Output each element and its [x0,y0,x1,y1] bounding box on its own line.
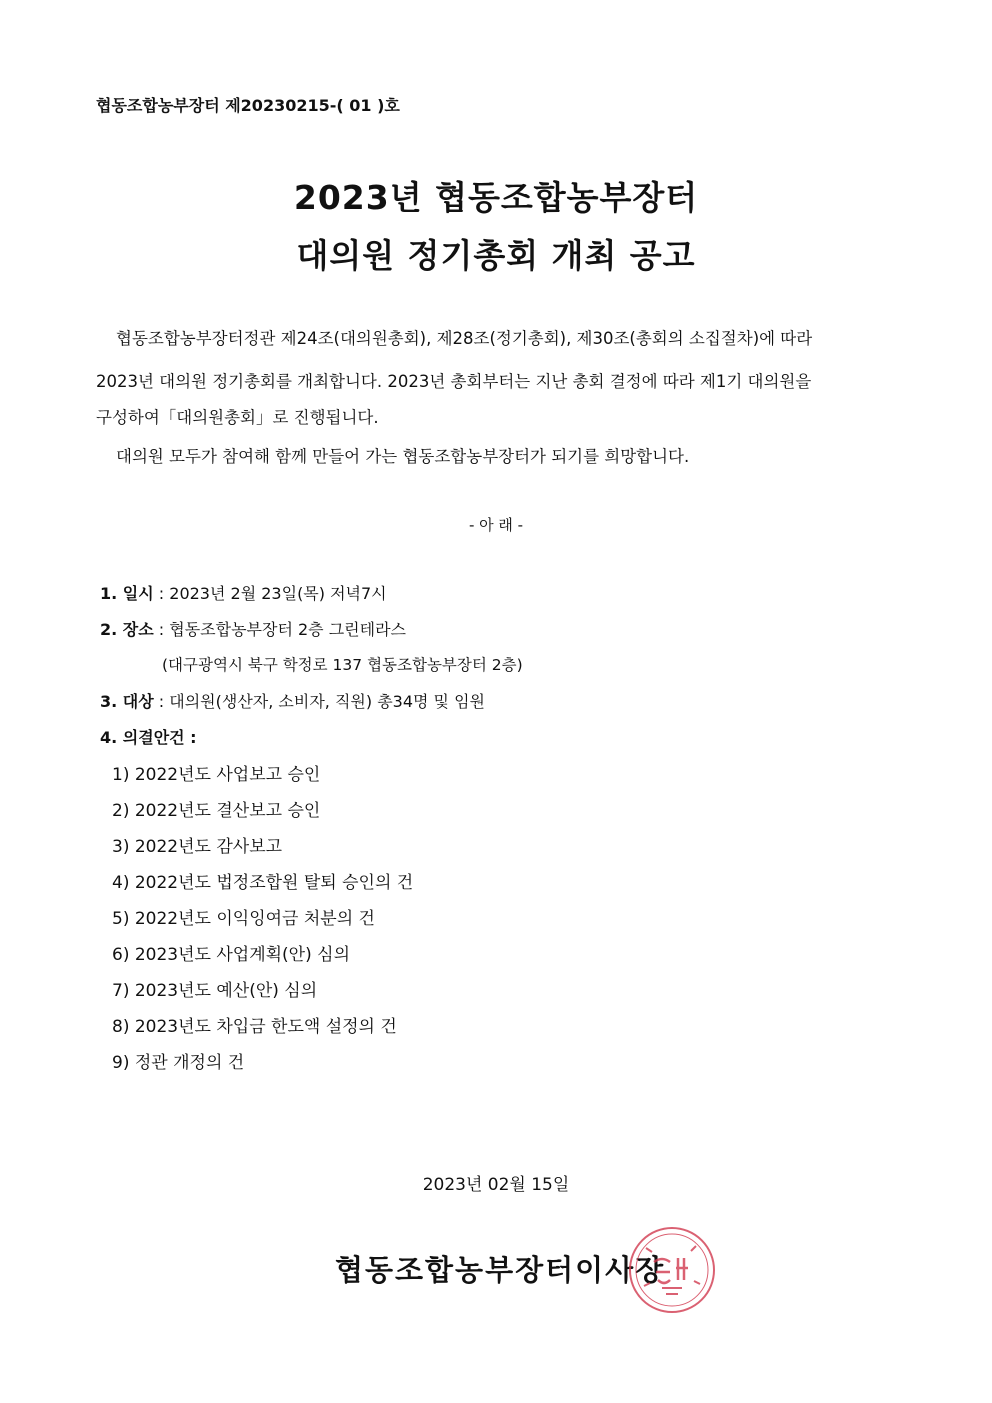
title-line-2: 대의원 정기총회 개최 공고 [296,236,696,275]
agenda-item: 1) 2022년도 사업보고 승인 [112,765,321,785]
agenda-item: 5) 2022년도 이익잉여금 처분의 건 [112,909,375,929]
item-datetime-value: : 2023년 2월 23일(목) 저녁7시 [153,584,387,603]
item-target [100,689,485,712]
item-agenda-heading [100,725,197,748]
item-place-label: 2. 장소 [100,620,154,639]
item-place [100,617,406,640]
notice-heading: - 아 래 - [468,516,524,534]
agenda-item: 9) 정관 개정의 건 [112,1053,245,1073]
item-datetime [100,581,387,604]
item-target-value: : 대의원(생산자, 소비자, 직원) 총34명 및 임원 [153,692,486,711]
item-place-address: (대구광역시 북구 학정로 137 협동조합농부장터 2층) [162,656,523,674]
body-line-4: 대의원 모두가 참여해 함께 만들어 가는 협동조합농부장터가 되기를 희망합니다. [116,447,690,466]
issue-date: 2023년 02월 15일 [422,1175,570,1195]
item-target-label: 3. 대상 [100,692,154,711]
signature-name: 협동조합농부장터이사장 [335,1253,666,1287]
body-line-1: 협동조합농부장터정관 제24조(대의원총회), 제28조(정기총회), 제30조(총회의 소집절차)에 따라 [116,329,813,348]
item-agenda-label: 4. 의결안건 : [100,728,197,747]
agenda-item: 3) 2022년도 감사보고 [112,837,283,857]
agenda-item: 4) 2022년도 법정조합원 탈퇴 승인의 건 [112,873,414,893]
item-datetime-label: 1. 일시 [100,584,154,603]
document-number: 협동조합농부장터 제20230215-( 01 )호 [96,96,400,115]
agenda-item: 6) 2023년도 사업계획(안) 심의 [112,945,350,965]
body-line-3: 구성하여「대의원총회」로 진행됩니다. [96,408,379,427]
official-seal-icon [626,1224,718,1316]
item-place-value: : 협동조합농부장터 2층 그린테라스 [153,620,407,639]
agenda-item: 7) 2023년도 예산(안) 심의 [112,981,318,1001]
agenda-item: 2) 2022년도 결산보고 승인 [112,801,321,821]
title-line-1: 2023년 협동조합농부장터 [293,178,699,217]
agenda-item: 8) 2023년도 차입금 한도액 설정의 건 [112,1017,397,1037]
body-line-2: 2023년 대의원 정기총회를 개최합니다. 2023년 총회부터는 지난 총회 결정에 따라 제1기 대의원을 [96,372,812,391]
